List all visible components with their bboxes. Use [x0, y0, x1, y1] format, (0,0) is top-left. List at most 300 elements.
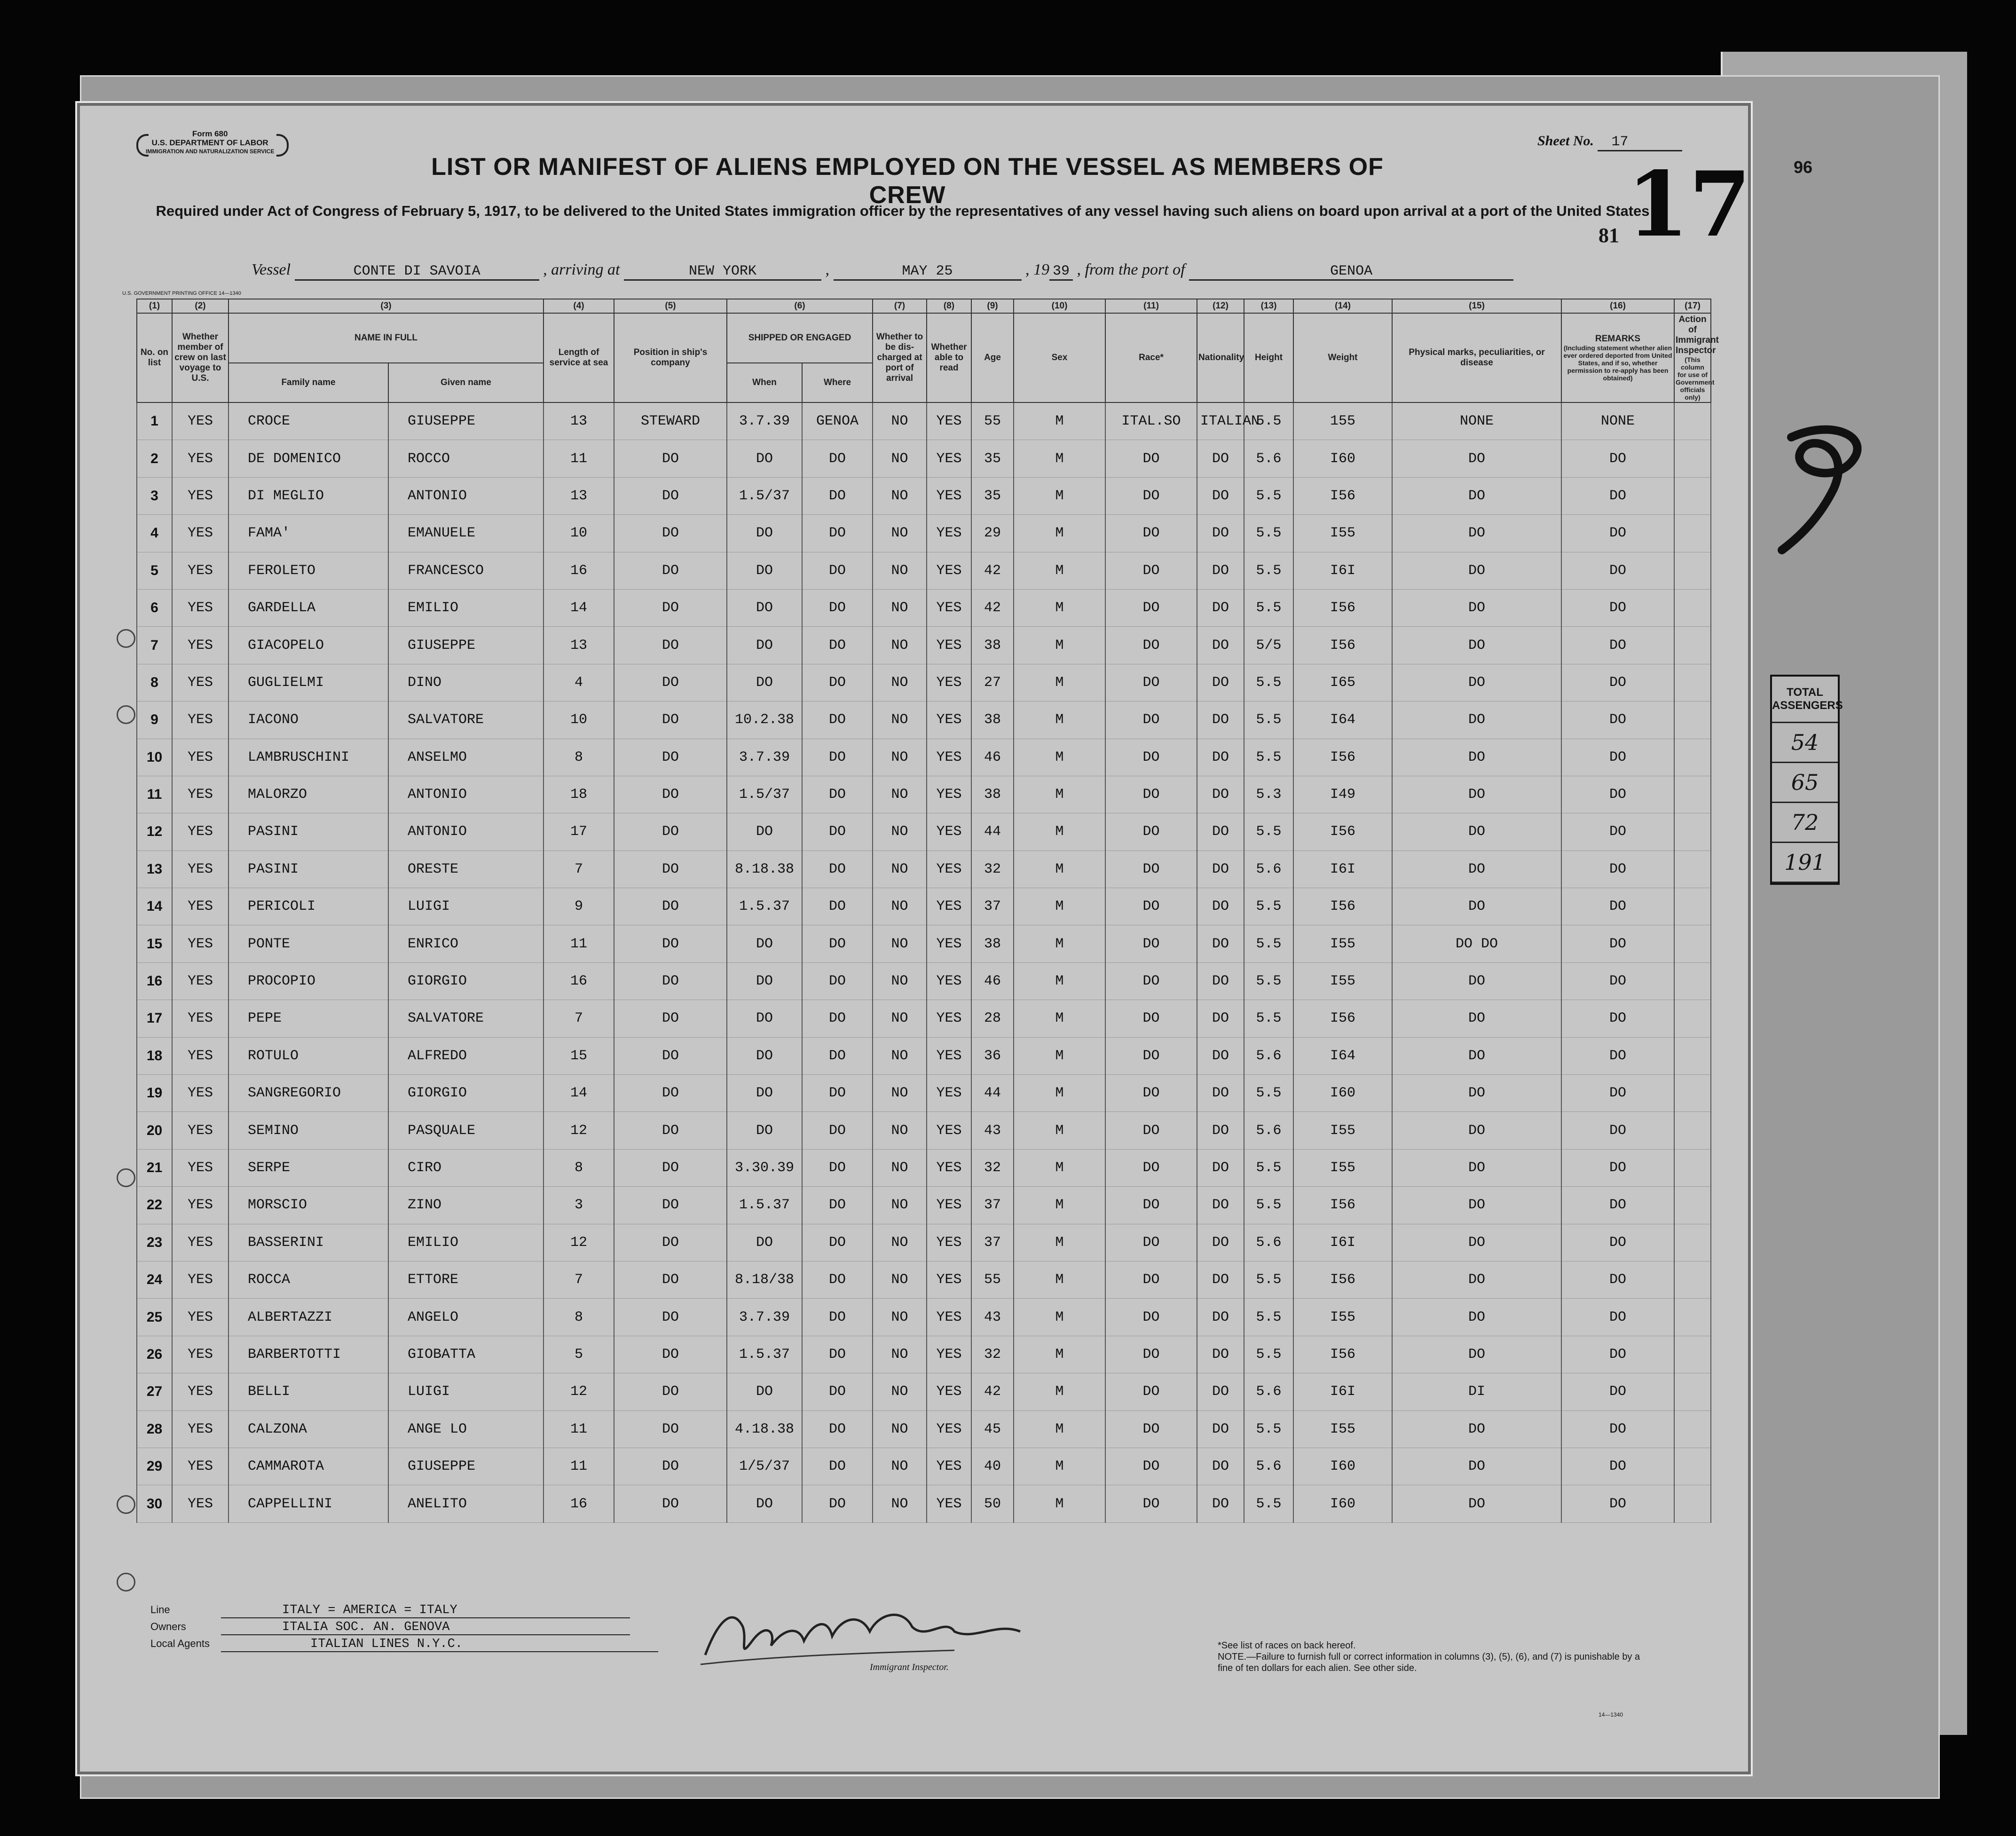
table-row: [137, 701, 1711, 739]
action-cell: [1674, 552, 1711, 589]
table-row: [137, 1112, 1711, 1149]
action-cell: [1674, 1149, 1711, 1186]
height-cell: 5.5: [1244, 477, 1293, 514]
age-cell: 38: [971, 776, 1014, 813]
weight-cell: I55: [1293, 962, 1392, 1000]
col-num-10: (10): [1014, 299, 1105, 313]
position-cell: DO: [614, 1448, 727, 1485]
discharged-cell: NO: [873, 776, 927, 813]
given-name-cell: SALVATORE: [388, 1000, 543, 1037]
race-cell: DO: [1105, 1037, 1197, 1074]
physical-marks-cell: DO: [1392, 739, 1561, 776]
shipped-where-cell: DO: [802, 515, 873, 552]
header-discharged: Whether to be dis-charged at port of arrival: [873, 313, 927, 402]
remarks-cell: DO: [1561, 1224, 1674, 1261]
position-cell: DO: [614, 477, 727, 514]
height-cell: 5.5: [1244, 1485, 1293, 1522]
height-cell: 5.5: [1244, 701, 1293, 739]
row-number-cell: 18: [137, 1037, 172, 1074]
weight-cell: I56: [1293, 589, 1392, 626]
length-of-service-cell: 15: [543, 1037, 614, 1074]
table-row: [137, 1187, 1711, 1224]
weight-cell: I65: [1293, 664, 1392, 701]
table-row: [137, 739, 1711, 776]
height-cell: 5.3: [1244, 776, 1293, 813]
remarks-cell: DO: [1561, 1112, 1674, 1149]
totals-value: 72: [1772, 803, 1838, 843]
discharged-cell: NO: [873, 1448, 927, 1485]
position-cell: DO: [614, 1410, 727, 1448]
row-number-cell: 7: [137, 627, 172, 664]
age-cell: 42: [971, 552, 1014, 589]
race-cell: DO: [1105, 701, 1197, 739]
action-cell: [1674, 1336, 1711, 1373]
weight-cell: I56: [1293, 477, 1392, 514]
col-num-14: (14): [1293, 299, 1392, 313]
crew-last-voyage-cell: YES: [172, 1410, 228, 1448]
action-cell: [1674, 1373, 1711, 1410]
discharged-cell: NO: [873, 402, 927, 440]
physical-marks-cell: DO: [1392, 552, 1561, 589]
row-number-cell: 6: [137, 589, 172, 626]
footer-info: [150, 1603, 658, 1654]
totals-value: 65: [1772, 763, 1838, 803]
sex-cell: M: [1014, 552, 1105, 589]
shipped-when-cell: DO: [727, 962, 802, 1000]
position-cell: DO: [614, 1112, 727, 1149]
crew-last-voyage-cell: YES: [172, 664, 228, 701]
able-to-read-cell: YES: [927, 1187, 971, 1224]
family-name-cell: CALZONA: [228, 1410, 388, 1448]
shipped-when-cell: DO: [727, 1037, 802, 1074]
position-cell: DO: [614, 701, 727, 739]
crew-last-voyage-cell: YES: [172, 1187, 228, 1224]
age-cell: 44: [971, 1075, 1014, 1112]
given-name-cell: GIUSEPPE: [388, 1448, 543, 1485]
voyage-line: Vessel CONTE DI SAVOIA , arriving at NEW YORK , MAY 25 , 19 39 , from the port of GENOA: [252, 261, 1568, 281]
shipped-when-cell: 8.18/38: [727, 1261, 802, 1298]
discharged-cell: NO: [873, 813, 927, 851]
shipped-when-cell: 3.7.39: [727, 1299, 802, 1336]
shipped-when-cell: DO: [727, 552, 802, 589]
nationality-cell: DO: [1197, 1149, 1244, 1186]
department: U.S. DEPARTMENT OF LABOR: [151, 138, 268, 147]
table-row: [137, 776, 1711, 813]
crew-last-voyage-cell: YES: [172, 739, 228, 776]
weight-cell: 155: [1293, 402, 1392, 440]
age-cell: 38: [971, 701, 1014, 739]
able-to-read-cell: YES: [927, 515, 971, 552]
row-number-cell: 2: [137, 440, 172, 477]
physical-marks-cell: DI: [1392, 1373, 1561, 1410]
nationality-cell: DO: [1197, 962, 1244, 1000]
table-row: [137, 477, 1711, 514]
shipped-when-cell: 3.7.39: [727, 739, 802, 776]
weight-cell: I55: [1293, 925, 1392, 962]
nationality-cell: DO: [1197, 1336, 1244, 1373]
age-cell: 32: [971, 1149, 1014, 1186]
discharged-cell: NO: [873, 1000, 927, 1037]
form-number: Form 680: [192, 129, 228, 138]
row-number-cell: 14: [137, 888, 172, 925]
table-row: [137, 552, 1711, 589]
crew-last-voyage-cell: YES: [172, 701, 228, 739]
position-cell: DO: [614, 813, 727, 851]
action-cell: [1674, 1112, 1711, 1149]
discharged-cell: NO: [873, 1075, 927, 1112]
given-name-cell: EMILIO: [388, 589, 543, 626]
family-name-cell: PASINI: [228, 851, 388, 888]
family-name-cell: GIACOPELO: [228, 627, 388, 664]
age-cell: 32: [971, 851, 1014, 888]
given-name-cell: ANGELO: [388, 1299, 543, 1336]
crew-last-voyage-cell: YES: [172, 627, 228, 664]
nationality-cell: DO: [1197, 1373, 1244, 1410]
given-name-cell: PASQUALE: [388, 1112, 543, 1149]
length-of-service-cell: 7: [543, 1000, 614, 1037]
race-cell: DO: [1105, 925, 1197, 962]
shipped-where-cell: DO: [802, 589, 873, 626]
table-row: [137, 1373, 1711, 1410]
row-number-cell: 28: [137, 1410, 172, 1448]
able-to-read-cell: YES: [927, 1373, 971, 1410]
age-cell: 50: [971, 1485, 1014, 1522]
crew-last-voyage-cell: YES: [172, 962, 228, 1000]
able-to-read-cell: YES: [927, 1075, 971, 1112]
age-cell: 27: [971, 664, 1014, 701]
table-row: [137, 1261, 1711, 1298]
length-of-service-cell: 3: [543, 1187, 614, 1224]
nationality-cell: ITALIAN: [1197, 402, 1244, 440]
shipped-when-cell: DO: [727, 1485, 802, 1522]
header-when: When: [727, 363, 802, 402]
length-of-service-cell: 13: [543, 402, 614, 440]
header-height: Height: [1244, 313, 1293, 402]
remarks-cell: DO: [1561, 552, 1674, 589]
punch-hole: [117, 705, 135, 724]
shipped-when-cell: 3.7.39: [727, 402, 802, 440]
action-cell: [1674, 402, 1711, 440]
crew-last-voyage-cell: YES: [172, 440, 228, 477]
age-cell: 40: [971, 1448, 1014, 1485]
shipping-line: ITALY = AMERICA = ITALY: [221, 1603, 630, 1618]
remarks-cell: DO: [1561, 1448, 1674, 1485]
given-name-cell: GIORGIO: [388, 1075, 543, 1112]
position-cell: DO: [614, 888, 727, 925]
remarks-cell: DO: [1561, 440, 1674, 477]
given-name-cell: EMILIO: [388, 1224, 543, 1261]
row-number-cell: 3: [137, 477, 172, 514]
able-to-read-cell: YES: [927, 1336, 971, 1373]
shipped-where-cell: DO: [802, 925, 873, 962]
race-cell: DO: [1105, 1336, 1197, 1373]
table-row: [137, 1000, 1711, 1037]
position-cell: DO: [614, 1187, 727, 1224]
age-cell: 37: [971, 888, 1014, 925]
length-of-service-cell: 16: [543, 962, 614, 1000]
header-action: [1674, 313, 1719, 402]
sex-cell: M: [1014, 1448, 1105, 1485]
row-number-cell: 22: [137, 1187, 172, 1224]
crew-rows: [137, 402, 1711, 1522]
crew-last-voyage-cell: YES: [172, 813, 228, 851]
action-cell: [1674, 1299, 1711, 1336]
remarks-note: (Including statement whether alien ever ordered deported from United States, and if so, whether permission to re-apply has been obtained): [1563, 344, 1672, 382]
shipped-where-cell: DO: [802, 552, 873, 589]
remarks-cell: DO: [1561, 888, 1674, 925]
height-cell: 5.5: [1244, 1187, 1293, 1224]
remarks-cell: DO: [1561, 1410, 1674, 1448]
physical-marks-cell: DO: [1392, 440, 1561, 477]
physical-marks-cell: DO: [1392, 888, 1561, 925]
shipped-where-cell: DO: [802, 664, 873, 701]
remarks-cell: DO: [1561, 1261, 1674, 1298]
action-cell: [1674, 1000, 1711, 1037]
race-cell: DO: [1105, 888, 1197, 925]
form-identifier: [146, 129, 274, 156]
race-cell: DO: [1105, 440, 1197, 477]
shipped-where-cell: DO: [802, 1261, 873, 1298]
given-name-cell: LUIGI: [388, 1373, 543, 1410]
given-name-cell: ANTONIO: [388, 477, 543, 514]
sex-cell: M: [1014, 962, 1105, 1000]
shipped-where-cell: DO: [802, 1336, 873, 1373]
shipped-when-cell: DO: [727, 1075, 802, 1112]
shipped-where-cell: DO: [802, 1373, 873, 1410]
nationality-cell: DO: [1197, 1037, 1244, 1074]
age-cell: 46: [971, 962, 1014, 1000]
length-of-service-cell: 10: [543, 515, 614, 552]
able-to-read-cell: YES: [927, 402, 971, 440]
weight-cell: I55: [1293, 1112, 1392, 1149]
discharged-cell: NO: [873, 440, 927, 477]
sex-cell: M: [1014, 1336, 1105, 1373]
action-cell: [1674, 925, 1711, 962]
given-name-cell: GIUSEPPE: [388, 627, 543, 664]
table-row: [137, 402, 1711, 440]
row-number-cell: 15: [137, 925, 172, 962]
family-name-cell: GARDELLA: [228, 589, 388, 626]
race-cell: DO: [1105, 515, 1197, 552]
age-cell: 46: [971, 739, 1014, 776]
action-cell: [1674, 776, 1711, 813]
shipped-where-cell: DO: [802, 1410, 873, 1448]
row-number-cell: 17: [137, 1000, 172, 1037]
nationality-cell: DO: [1197, 1112, 1244, 1149]
shipped-where-cell: DO: [802, 627, 873, 664]
side-number: 96: [1794, 158, 1813, 177]
header-shipped-engaged: SHIPPED OR ENGAGED: [727, 313, 873, 363]
able-to-read-cell: YES: [927, 552, 971, 589]
given-name-cell: ETTORE: [388, 1261, 543, 1298]
table-row: [137, 440, 1711, 477]
length-of-service-cell: 8: [543, 1299, 614, 1336]
able-to-read-cell: YES: [927, 477, 971, 514]
height-cell: 5.5: [1244, 589, 1293, 626]
remarks-title: REMARKS: [1595, 334, 1641, 344]
line-label: Line: [150, 1604, 170, 1615]
position-cell: DO: [614, 1000, 727, 1037]
age-cell: 28: [971, 1000, 1014, 1037]
row-number-cell: 23: [137, 1224, 172, 1261]
family-name-cell: CAMMAROTA: [228, 1448, 388, 1485]
nationality-cell: DO: [1197, 552, 1244, 589]
nationality-cell: DO: [1197, 851, 1244, 888]
discharged-cell: NO: [873, 1299, 927, 1336]
crew-last-voyage-cell: YES: [172, 515, 228, 552]
able-to-read-cell: YES: [927, 888, 971, 925]
able-to-read-cell: YES: [927, 701, 971, 739]
inspector-label: Immigrant Inspector.: [870, 1662, 949, 1672]
shipped-where-cell: DO: [802, 440, 873, 477]
shipped-when-cell: 1/5/37: [727, 1448, 802, 1485]
weight-cell: I49: [1293, 776, 1392, 813]
remarks-cell: DO: [1561, 1149, 1674, 1186]
race-cell: DO: [1105, 1373, 1197, 1410]
remarks-cell: DO: [1561, 962, 1674, 1000]
remarks-cell: DO: [1561, 776, 1674, 813]
col-num-3: (3): [228, 299, 543, 313]
crew-last-voyage-cell: YES: [172, 552, 228, 589]
race-cell: DO: [1105, 851, 1197, 888]
position-cell: DO: [614, 1075, 727, 1112]
remarks-cell: DO: [1561, 477, 1674, 514]
age-cell: 44: [971, 813, 1014, 851]
length-of-service-cell: 18: [543, 776, 614, 813]
able-to-read-cell: YES: [927, 925, 971, 962]
able-to-read-cell: YES: [927, 1037, 971, 1074]
family-name-cell: SANGREGORIO: [228, 1075, 388, 1112]
race-cell: DO: [1105, 962, 1197, 1000]
sheet-label: Sheet No.: [1537, 133, 1594, 149]
weight-cell: I64: [1293, 701, 1392, 739]
given-name-cell: GIUSEPPE: [388, 402, 543, 440]
weight-cell: I56: [1293, 739, 1392, 776]
col-num-6: (6): [727, 299, 873, 313]
sex-cell: M: [1014, 515, 1105, 552]
row-number-cell: 10: [137, 739, 172, 776]
shipped-where-cell: DO: [802, 888, 873, 925]
physical-marks-cell: DO: [1392, 1075, 1561, 1112]
given-name-cell: FRANCESCO: [388, 552, 543, 589]
height-cell: 5.5: [1244, 1336, 1293, 1373]
race-cell: DO: [1105, 589, 1197, 626]
nationality-cell: DO: [1197, 627, 1244, 664]
owners-row: [150, 1620, 658, 1637]
weight-cell: I60: [1293, 440, 1392, 477]
table-row: [137, 1224, 1711, 1261]
remarks-cell: DO: [1561, 627, 1674, 664]
height-cell: 5.6: [1244, 1373, 1293, 1410]
crew-last-voyage-cell: YES: [172, 1112, 228, 1149]
given-name-cell: CIRO: [388, 1149, 543, 1186]
physical-marks-cell: DO: [1392, 1448, 1561, 1485]
row-number-cell: 8: [137, 664, 172, 701]
header-weight: Weight: [1293, 313, 1392, 402]
length-of-service-cell: 16: [543, 1485, 614, 1522]
header-length-of-service: Length of service at sea: [543, 313, 614, 402]
race-cell: DO: [1105, 1261, 1197, 1298]
length-of-service-cell: 14: [543, 589, 614, 626]
physical-marks-cell: DO: [1392, 851, 1561, 888]
inspector-signature: [691, 1599, 1044, 1669]
age-cell: 42: [971, 1373, 1014, 1410]
length-of-service-cell: 13: [543, 627, 614, 664]
able-to-read-cell: YES: [927, 813, 971, 851]
given-name-cell: ROCCO: [388, 440, 543, 477]
family-name-cell: LAMBRUSCHINI: [228, 739, 388, 776]
action-title: Action of Immigrant Inspector: [1676, 315, 1719, 355]
sex-cell: M: [1014, 1485, 1105, 1522]
page-title: LIST OR MANIFEST OF ALIENS EMPLOYED ON THE VESSEL AS MEMBERS OF CREW: [431, 153, 1384, 209]
col-num-7: (7): [873, 299, 927, 313]
sex-cell: M: [1014, 739, 1105, 776]
remarks-cell: DO: [1561, 851, 1674, 888]
remarks-cell: DO: [1561, 701, 1674, 739]
col-num-17: (17): [1674, 299, 1711, 313]
shipped-when-cell: DO: [727, 589, 802, 626]
physical-marks-cell: DO: [1392, 1037, 1561, 1074]
shipped-where-cell: DO: [802, 851, 873, 888]
sex-cell: M: [1014, 1037, 1105, 1074]
header-crew-last-voyage: Whether member of crew on last voyage to U.S.: [172, 313, 228, 402]
weight-cell: I60: [1293, 1485, 1392, 1522]
crew-last-voyage-cell: YES: [172, 1336, 228, 1373]
col-num-13: (13): [1244, 299, 1293, 313]
family-name-cell: BELLI: [228, 1373, 388, 1410]
physical-marks-cell: DO: [1392, 776, 1561, 813]
shipped-where-cell: DO: [802, 739, 873, 776]
able-to-read-cell: YES: [927, 1299, 971, 1336]
race-cell: DO: [1105, 1485, 1197, 1522]
physical-marks-cell: DO: [1392, 515, 1561, 552]
age-cell: 43: [971, 1299, 1014, 1336]
arriving-port: NEW YORK: [624, 263, 821, 281]
physical-marks-cell: DO: [1392, 1261, 1561, 1298]
legal-note: [1218, 1640, 1641, 1674]
from-label: , from the port of: [1077, 261, 1185, 278]
sex-cell: M: [1014, 627, 1105, 664]
row-number-cell: 16: [137, 962, 172, 1000]
totals-value: 54: [1772, 723, 1838, 763]
sex-cell: M: [1014, 1075, 1105, 1112]
crew-last-voyage-cell: YES: [172, 1373, 228, 1410]
height-cell: 5.5: [1244, 515, 1293, 552]
nationality-cell: DO: [1197, 776, 1244, 813]
col-num-4: (4): [543, 299, 614, 313]
nationality-cell: DO: [1197, 701, 1244, 739]
header-remarks: [1561, 313, 1674, 402]
action-cell: [1674, 1187, 1711, 1224]
table-row: [137, 589, 1711, 626]
header-where: Where: [802, 363, 873, 402]
length-of-service-cell: 12: [543, 1112, 614, 1149]
table-row: [137, 1336, 1711, 1373]
nationality-cell: DO: [1197, 1261, 1244, 1298]
family-name-cell: SEMINO: [228, 1112, 388, 1149]
action-cell: [1674, 1410, 1711, 1448]
punch-hole: [117, 1495, 135, 1514]
weight-cell: I55: [1293, 1299, 1392, 1336]
race-cell: DO: [1105, 664, 1197, 701]
weight-cell: I56: [1293, 1187, 1392, 1224]
row-number-cell: 26: [137, 1336, 172, 1373]
discharged-cell: NO: [873, 477, 927, 514]
vessel-name: CONTE DI SAVOIA: [295, 263, 539, 281]
given-name-cell: EMANUELE: [388, 515, 543, 552]
weight-cell: I6I: [1293, 1224, 1392, 1261]
discharged-cell: NO: [873, 589, 927, 626]
